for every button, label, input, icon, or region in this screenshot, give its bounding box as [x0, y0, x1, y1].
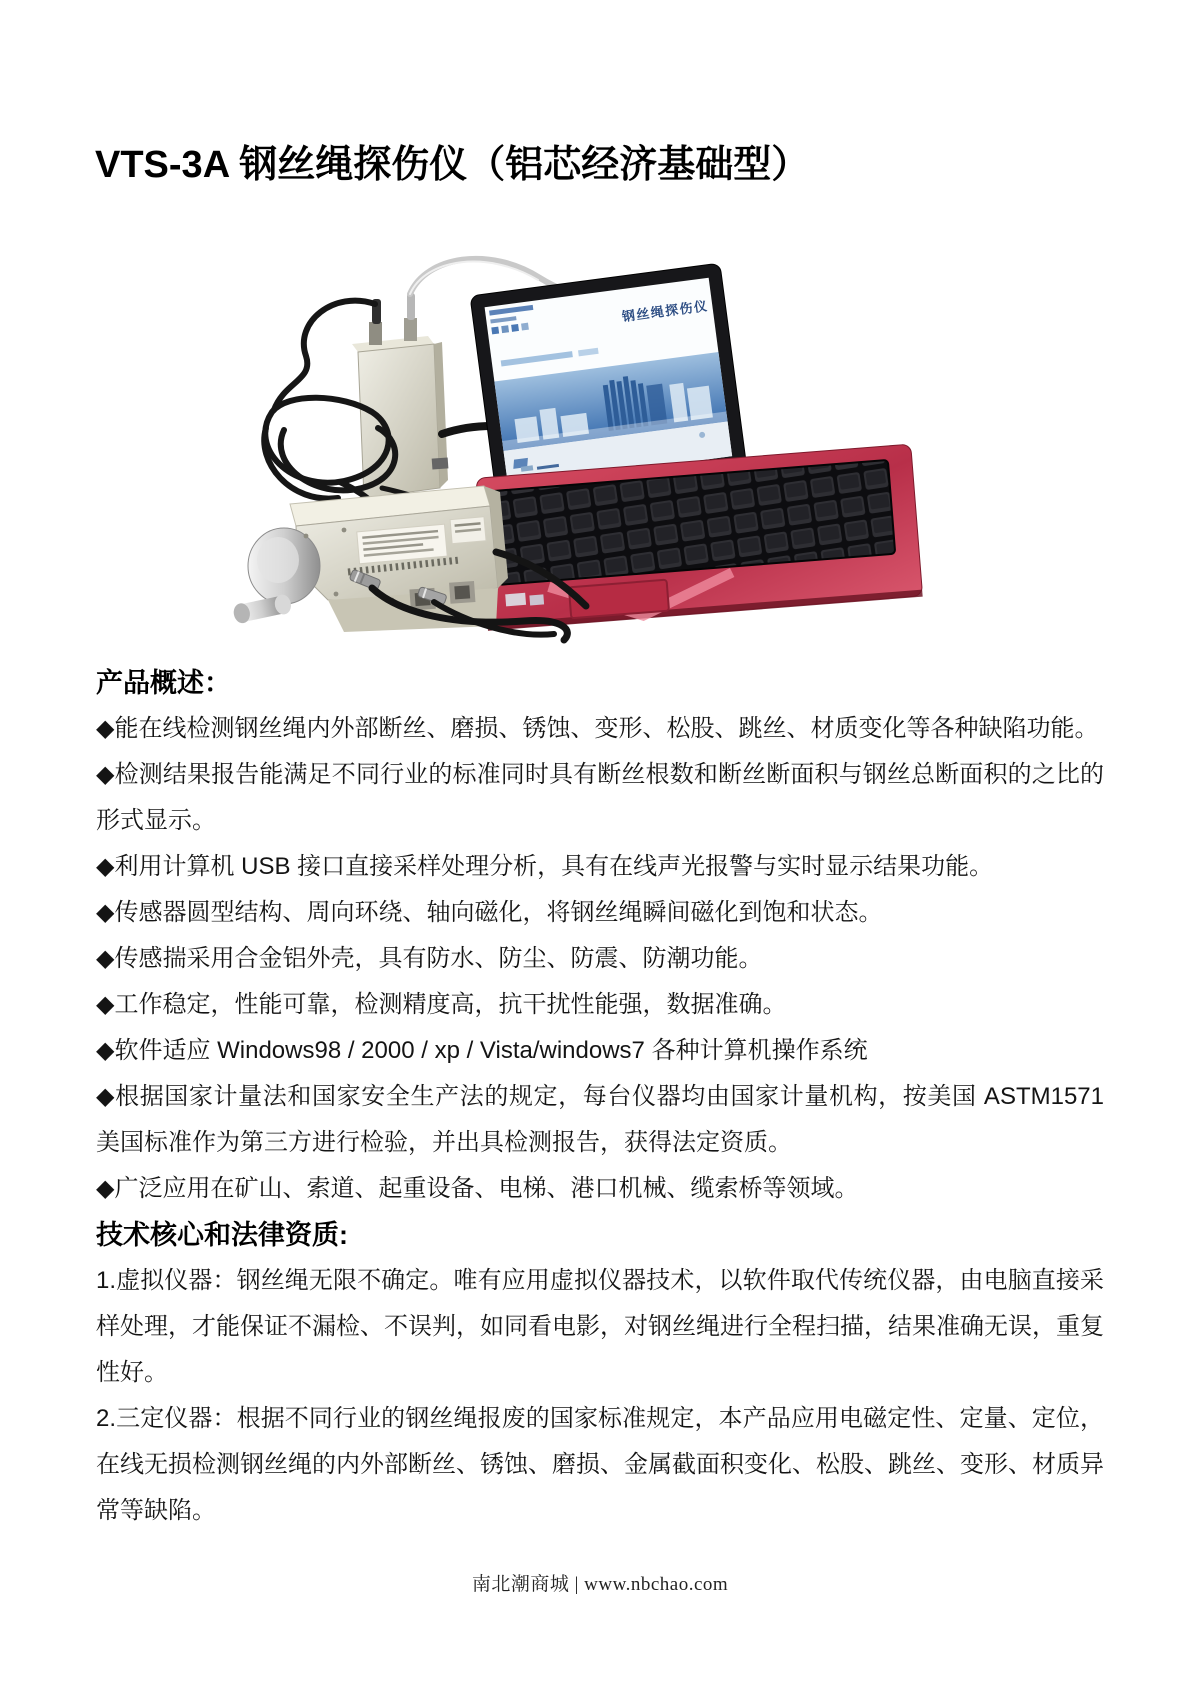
paragraph: ◆能在线检测钢丝绳内外部断丝、磨损、锈蚀、变形、松股、跳丝、材质变化等各种缺陷功能。: [96, 715, 1099, 742]
paragraph: ◆工作稳定，性能可靠，检测精度高，抗干扰性能强，数据准确。: [96, 991, 787, 1018]
paragraph: 2.三定仪器：根据不同行业的钢丝绳报废的国家标准规定，本产品应用电磁定性、定量、定位，在线无损检测钢丝绳的内外部断丝、锈蚀、磨损、金属截面积变化、松股、跳丝、变形、材质异常等缺陷。: [96, 1405, 1104, 1524]
section-heading-overview: 产品概述：: [96, 668, 231, 698]
paragraph: ◆传感揣采用合金铝外壳，具有防水、防尘、防震、防潮功能。: [96, 945, 763, 972]
product-photo: [232, 252, 942, 644]
paragraph-list-tech-legal: [96, 1258, 1104, 1534]
paragraph: 1.虚拟仪器：钢丝绳无限不确定。唯有应用虚拟仪器技术，以软件取代传统仪器，由电脑直接采样处理，才能保证不漏检、不误判，如同看电影，对钢丝绳进行全程扫描，结果准确无误，重复性好。: [96, 1267, 1104, 1386]
footer-text: 南北潮商城 | www.nbchao.com: [471, 1574, 729, 1595]
product-photo-illustration: [232, 252, 942, 644]
box-connector-right: [404, 318, 417, 341]
interface-box: [352, 293, 448, 498]
page-footer: [0, 1569, 1200, 1596]
page-title: VTS-3A 钢丝绳探伤仪（铝芯经济基础型）: [95, 144, 810, 186]
section-product-overview: [96, 660, 1104, 1212]
paragraph: ◆软件适应 Windows98 / 2000 / xp / Vista/windows7 各种计算机操作系统: [96, 1037, 868, 1064]
content-area: [96, 660, 1104, 1534]
paragraph: ◆传感器圆型结构、周向环绕、轴向磁化，将钢丝绳瞬间磁化到饱和状态。: [96, 899, 883, 926]
paragraph: ◆根据国家计量法和国家安全生产法的规定，每台仪器均由国家计量机构，按美国 ASTM1571 美国标准作为第三方进行检验，并出具检测报告，获得法定资质。: [96, 1083, 1104, 1156]
laptop-touchpad: [569, 580, 669, 619]
screen-app-title: 钢丝绳探伤仪: [621, 298, 710, 325]
paragraph: ◆广泛应用在矿山、索道、起重设备、电梯、港口机械、缆索桥等领域。: [96, 1175, 859, 1202]
section-heading-tech-legal: 技术核心和法律资质:: [96, 1220, 348, 1250]
box-connector-left: [369, 322, 382, 345]
paragraph-list-overview: [96, 706, 1104, 1212]
paragraph: ◆利用计算机 USB 接口直接采样处理分析，具有在线声光报警与实时显示结果功能。: [96, 853, 994, 880]
paragraph: ◆检测结果报告能满足不同行业的标准同时具有断丝根数和断丝断面积与钢丝总断面积的之比的形式显示。: [96, 761, 1104, 834]
section-tech-legal: [96, 1212, 1104, 1534]
